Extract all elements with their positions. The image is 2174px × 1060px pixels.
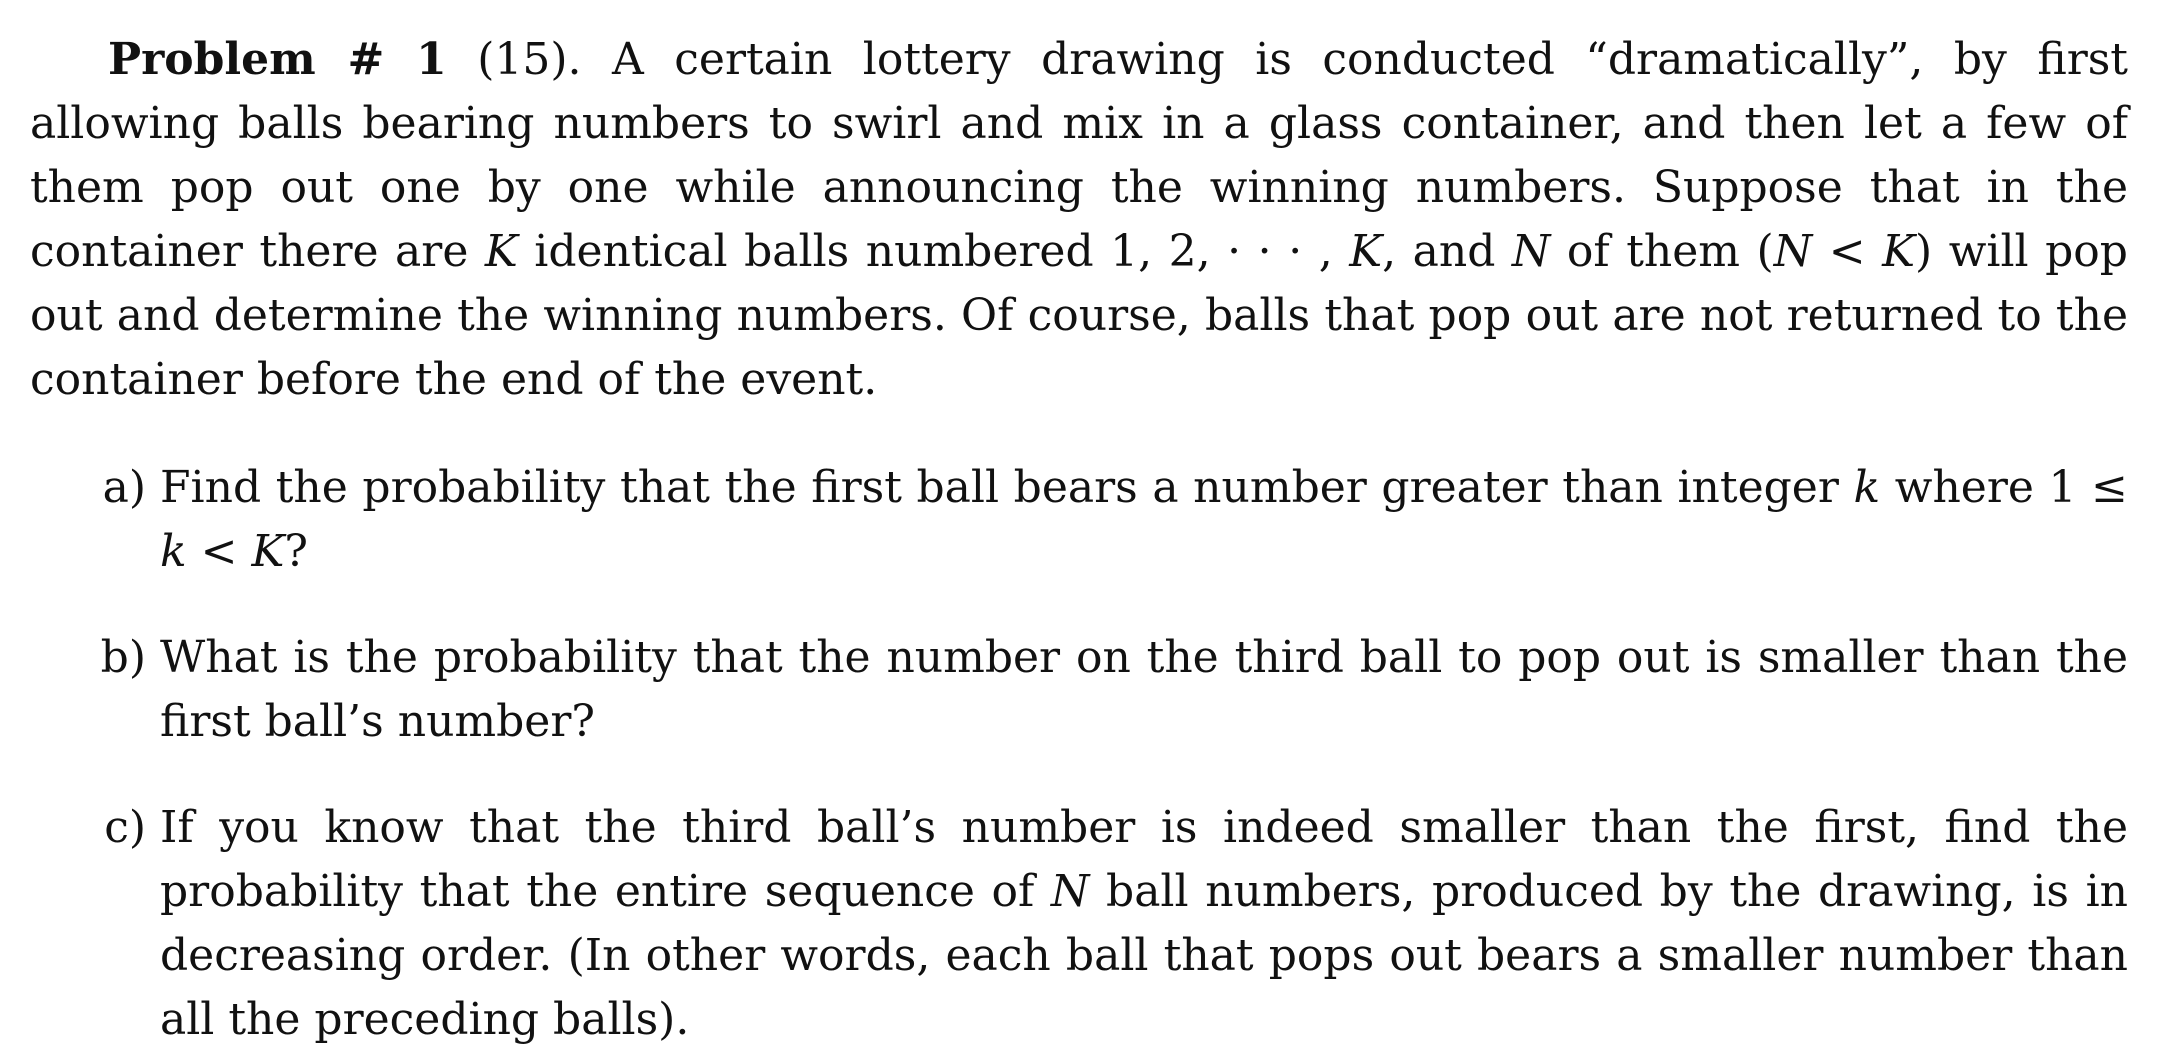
var-N: N — [1050, 866, 1090, 917]
var-K: K — [1882, 226, 1916, 277]
var-N: N — [1773, 226, 1813, 277]
sub-questions — [30, 456, 2128, 1052]
part-a-text-1: Find the probability that the first ball bears a number greater than integer — [160, 462, 1839, 513]
var-k: k — [1853, 462, 1881, 513]
part-marker: a) — [102, 462, 146, 513]
part-text: What is the probability that the number on the third ball to pop out is smaller than the first ball’s number? — [160, 632, 2128, 747]
var-K: K — [1349, 226, 1383, 277]
var-N: N — [1511, 226, 1551, 277]
part-c-text-1: If you know that the third ball’s number is indeed smaller than the first, find the probability that the entire sequence of — [160, 802, 2128, 917]
less-than-symbol: < — [1828, 226, 1866, 277]
statement-text-3: , and — [1382, 226, 1496, 277]
question-mark: ? — [284, 526, 309, 577]
statement-text-2: identical balls numbered 1, 2, · · · , — [534, 226, 1333, 277]
var-K: K — [251, 526, 285, 577]
part-text — [160, 456, 2128, 584]
problem-statement — [30, 28, 2128, 412]
var-k: k — [160, 526, 187, 577]
sub-question-a — [30, 456, 2128, 584]
statement-text-6: ) will pop out and determine the winning numbers. Of course, balls that pop out are not returned to the container before the end of the event. — [30, 226, 2128, 405]
part-c-text-2: ball numbers, produced by the drawing, is in decreasing order. (In other words, each ball that pops out bears a smaller number than all the preceding balls). — [160, 866, 2128, 1045]
problem-label: Problem # 1 — [108, 34, 447, 85]
sub-question-c — [30, 796, 2128, 1052]
part-marker: c) — [104, 802, 146, 853]
part-a-text-2: where 1 ≤ — [1894, 462, 2128, 513]
part-text — [160, 796, 2128, 1052]
var-K: K — [484, 226, 518, 277]
sub-question-b — [30, 626, 2128, 754]
statement-text-1: A certain lottery drawing is conducted “dramatically”, by first allowing balls bearing numbers to swirl and mix in a glass container, and then let a few of them pop out one by one while announcing the winning numbers. Suppose that in the container there are — [30, 34, 2128, 277]
problem-points: (15). — [477, 34, 582, 85]
less-than-symbol: < — [200, 526, 238, 577]
problem-document — [30, 28, 2128, 1052]
part-marker: b) — [100, 632, 146, 683]
statement-text-4: of them ( — [1566, 226, 1774, 277]
